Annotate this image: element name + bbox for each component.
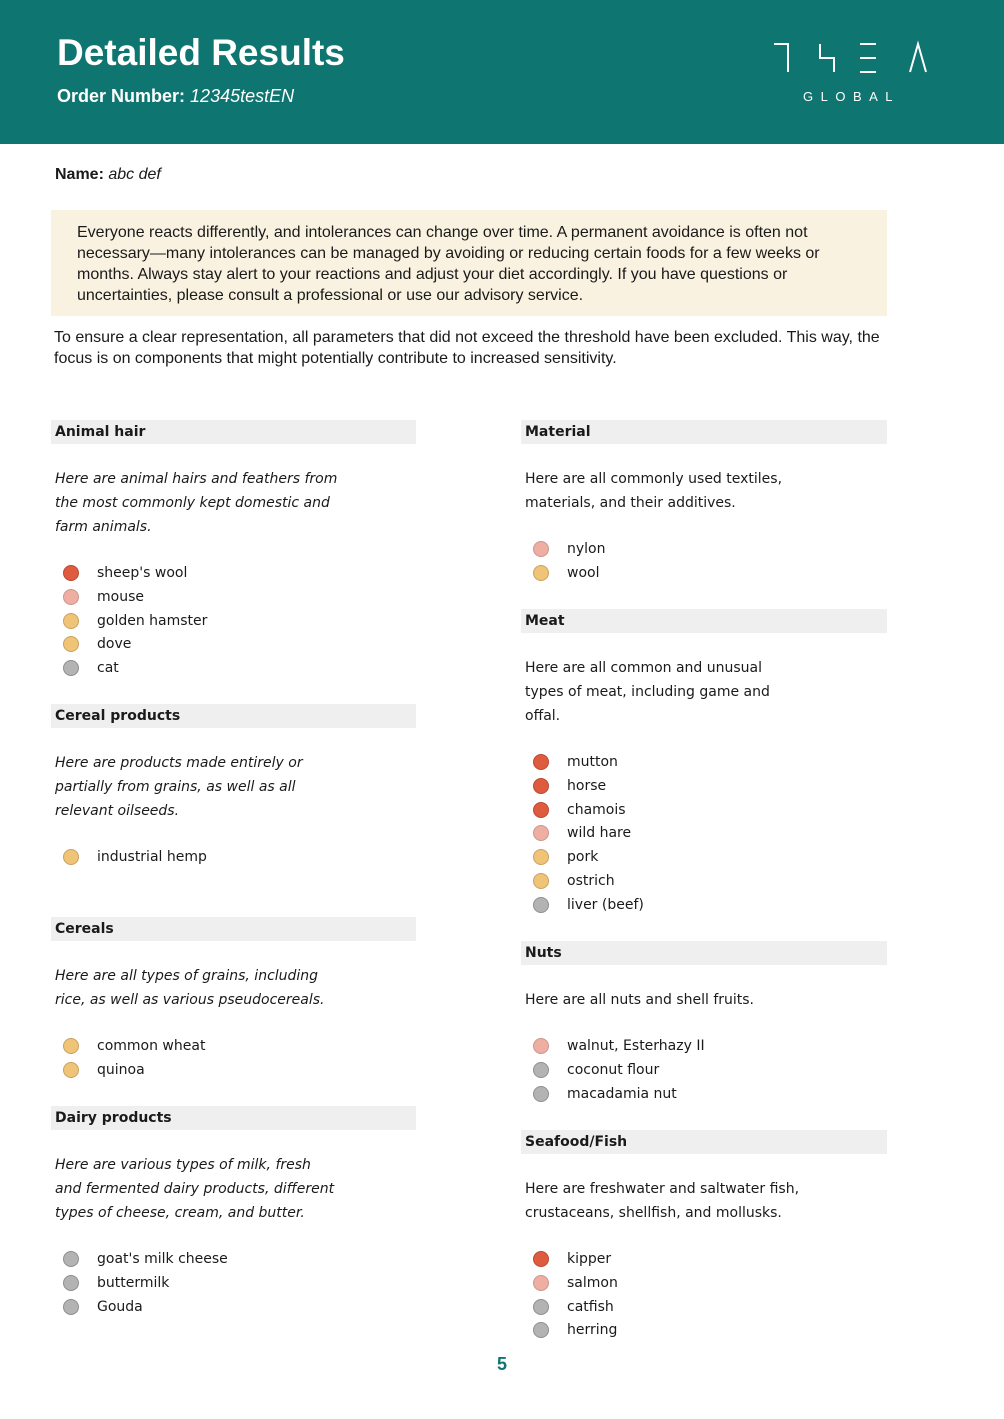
- severity-dot-icon: [533, 1062, 549, 1078]
- result-item: [51, 1058, 416, 1082]
- result-list: [51, 845, 416, 869]
- result-item-label: coconut flour: [567, 1061, 660, 1078]
- section-title: Cereals: [51, 917, 416, 941]
- section-title: Meat: [521, 609, 887, 633]
- result-item-label: quinoa: [97, 1061, 145, 1078]
- result-item: [521, 798, 887, 822]
- result-list: [51, 561, 416, 680]
- order-number-value: 12345testEN: [190, 86, 295, 106]
- section-description: Here are all common and unusual types of meat, including game and offal.: [525, 660, 770, 724]
- result-item: [521, 1318, 887, 1342]
- advice-notice: Everyone reacts differently, and intolerances can change over time. A permanent avoidance is often not necessary—many intolerances can be managed by avoiding or reducing certain foods for a few weeks or months. Always stay alert to your reactions and adjust your diet accordingly. If you have questions or uncertainties, please consult a professional or use our advisory service.: [51, 210, 887, 316]
- result-item-label: macadamia nut: [567, 1085, 677, 1102]
- result-item: [51, 632, 416, 656]
- result-list: [521, 1247, 887, 1342]
- result-item-label: wool: [567, 564, 600, 581]
- result-item-label: herring: [567, 1322, 618, 1339]
- result-item: [521, 1058, 887, 1082]
- severity-dot-icon: [533, 1251, 549, 1267]
- severity-dot-icon: [533, 565, 549, 581]
- result-list: [521, 750, 887, 917]
- logo-subtitle: GLOBAL: [803, 89, 901, 104]
- severity-dot-icon: [63, 636, 79, 652]
- result-item: [521, 774, 887, 798]
- section-nuts: [521, 941, 887, 1105]
- result-list: [51, 1247, 416, 1318]
- result-item-label: common wheat: [97, 1038, 206, 1054]
- result-item: [521, 537, 887, 561]
- result-item: [521, 1247, 887, 1271]
- result-item: [51, 1271, 416, 1295]
- severity-dot-icon: [533, 1275, 549, 1291]
- result-item: [51, 656, 416, 680]
- section-description: Here are freshwater and saltwater fish, crustaceans, shellfish, and mollusks.: [525, 1181, 800, 1221]
- result-item-label: pork: [567, 849, 599, 866]
- section-title: Material: [521, 420, 887, 444]
- result-item-label: sheep's wool: [97, 565, 188, 581]
- result-item-label: nylon: [567, 541, 606, 557]
- result-item: [521, 561, 887, 585]
- section-description: Here are all commonly used textiles, materials, and their additives.: [525, 471, 783, 511]
- section-description: Here are products made entirely or partially from grains, as well as all relevant oilseeds.: [55, 755, 303, 819]
- result-item-label: chamois: [567, 801, 626, 818]
- severity-dot-icon: [533, 802, 549, 818]
- section-title: Cereal products: [51, 704, 416, 728]
- severity-dot-icon: [63, 565, 79, 581]
- result-item: [521, 1082, 887, 1106]
- severity-dot-icon: [63, 1251, 79, 1267]
- result-item-label: Gouda: [97, 1298, 143, 1315]
- result-item-label: buttermilk: [97, 1274, 170, 1291]
- result-item: [521, 869, 887, 893]
- severity-dot-icon: [533, 754, 549, 770]
- result-item-label: golden hamster: [97, 612, 208, 629]
- result-item-label: industrial hemp: [97, 849, 207, 865]
- result-item-label: catfish: [567, 1298, 614, 1315]
- section-description: Here are all nuts and shell fruits.: [525, 992, 755, 1008]
- severity-dot-icon: [63, 849, 79, 865]
- result-item: [51, 845, 416, 869]
- intro-text: To ensure a clear representation, all parameters that did not exceed the threshold have been excluded. This way, the focus is on components that might potentially contribute to increased sensitivity.: [54, 329, 880, 367]
- result-item-label: ostrich: [567, 872, 615, 889]
- severity-dot-icon: [63, 589, 79, 605]
- result-item: [521, 750, 887, 774]
- result-item-label: kipper: [567, 1251, 612, 1267]
- result-item: [51, 1295, 416, 1319]
- section-seafood-fish: [521, 1130, 887, 1342]
- result-item-label: goat's milk cheese: [97, 1251, 228, 1267]
- result-item: [51, 609, 416, 633]
- patient-name-label: Name:: [55, 166, 104, 183]
- severity-dot-icon: [63, 660, 79, 676]
- severity-dot-icon: [533, 825, 549, 841]
- section-title: Animal hair: [51, 420, 416, 444]
- result-item: [51, 561, 416, 585]
- section-description: Here are animal hairs and feathers from the most commonly kept domestic and farm animals.: [55, 471, 338, 535]
- result-item: [521, 1034, 887, 1058]
- severity-dot-icon: [63, 1275, 79, 1291]
- result-list: [521, 1034, 887, 1105]
- patient-name-value: abc def: [108, 166, 161, 183]
- result-item-label: salmon: [567, 1274, 618, 1291]
- section-title: Dairy products: [51, 1106, 416, 1130]
- page-title: Detailed Results: [57, 32, 345, 73]
- result-item-label: walnut, Esterhazy II: [567, 1038, 705, 1054]
- section-title: Nuts: [521, 941, 887, 965]
- severity-dot-icon: [533, 873, 549, 889]
- result-item: [51, 1034, 416, 1058]
- order-number-label: Order Number:: [57, 86, 186, 106]
- page-number: 5: [496, 1354, 507, 1374]
- section-material: [521, 420, 887, 585]
- result-item: [51, 585, 416, 609]
- result-item: [521, 1295, 887, 1319]
- severity-dot-icon: [533, 778, 549, 794]
- section-cereals: [51, 917, 416, 1082]
- section-dairy-products: [51, 1106, 416, 1318]
- result-item: [521, 893, 887, 917]
- result-item: [521, 821, 887, 845]
- section-title: Seafood/Fish: [521, 1130, 887, 1154]
- severity-dot-icon: [533, 849, 549, 865]
- severity-dot-icon: [533, 1038, 549, 1054]
- result-item-label: cat: [97, 660, 119, 677]
- result-item: [51, 1247, 416, 1271]
- section-animal-hair: [51, 420, 416, 680]
- result-item-label: mouse: [97, 588, 144, 605]
- section-description: Here are all types of grains, including rice, as well as various pseudocereals.: [55, 968, 325, 1008]
- severity-dot-icon: [63, 1299, 79, 1315]
- severity-dot-icon: [533, 897, 549, 913]
- page-header: [0, 0, 1004, 144]
- section-meat: [521, 609, 887, 917]
- severity-dot-icon: [63, 1038, 79, 1054]
- section-cereal-products: [51, 704, 416, 869]
- severity-dot-icon: [63, 1062, 79, 1078]
- severity-dot-icon: [63, 613, 79, 629]
- severity-dot-icon: [533, 541, 549, 557]
- result-item: [521, 1271, 887, 1295]
- result-item-label: dove: [97, 636, 132, 653]
- result-item-label: wild hare: [567, 825, 632, 842]
- result-item-label: liver (beef): [567, 896, 644, 913]
- patient-name: [55, 166, 161, 184]
- severity-dot-icon: [533, 1322, 549, 1338]
- result-list: [521, 537, 887, 585]
- order-number: [57, 86, 294, 107]
- result-list: [51, 1034, 416, 1082]
- severity-dot-icon: [533, 1299, 549, 1315]
- result-item-label: mutton: [567, 754, 618, 770]
- result-item: [521, 845, 887, 869]
- result-item-label: horse: [567, 777, 607, 794]
- severity-dot-icon: [533, 1086, 549, 1102]
- section-description: Here are various types of milk, fresh and fermented dairy products, different types of cheese, cream, and butter.: [55, 1157, 335, 1221]
